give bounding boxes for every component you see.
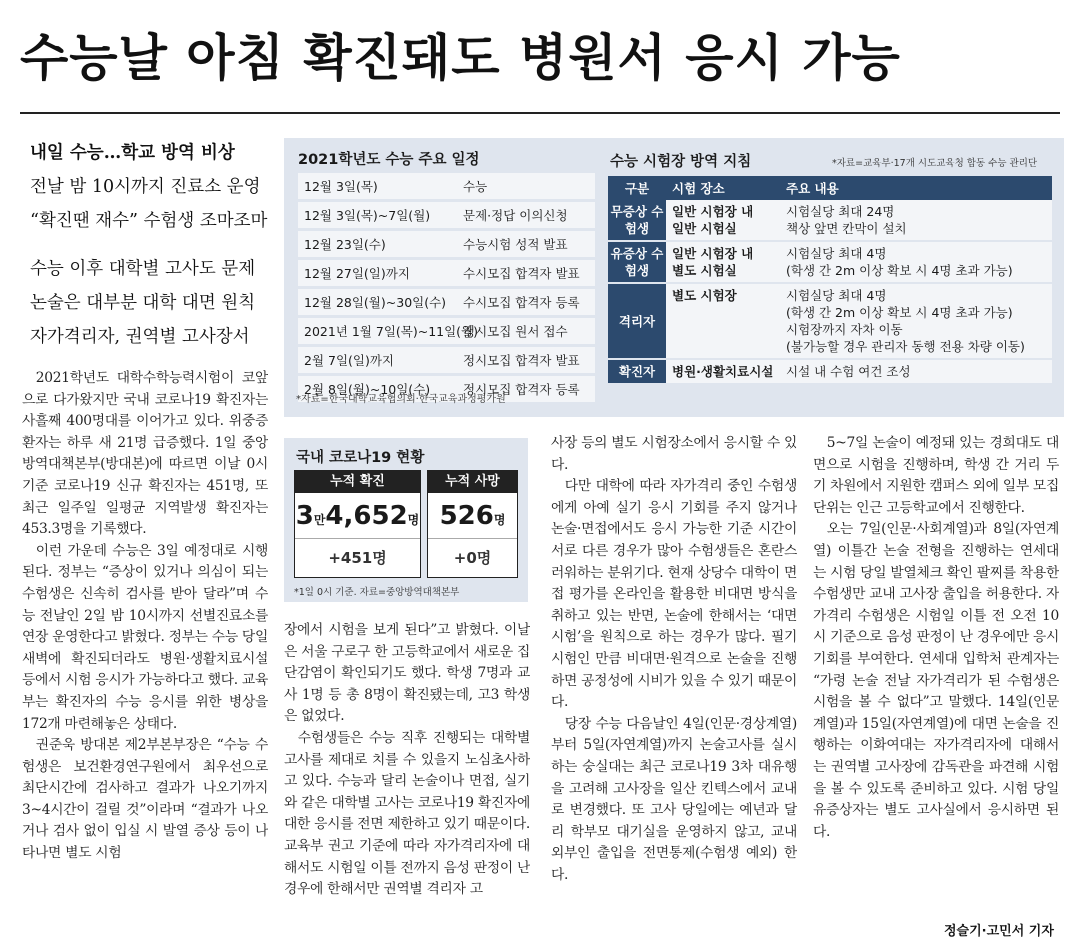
headline: 수능날 아침 확진돼도 병원서 응시 가능 [20, 29, 901, 87]
schedule-date: 2021년 1월 7일(목)~11일(월) [304, 324, 479, 339]
schedule-date: 12월 3일(목) [304, 179, 378, 194]
subheads [30, 136, 268, 354]
header-content: 주요 내용 [786, 181, 839, 196]
guidelines-table [608, 176, 1052, 383]
guidelines-row [608, 200, 1052, 242]
guideline-content: 시험실당 최대 24명 책상 앞면 칸막이 설치 [786, 204, 907, 236]
cases-value: 3만4,652명 [295, 493, 420, 539]
schedule-guidelines-graphic [284, 138, 1064, 417]
guidelines-row [608, 242, 1052, 284]
cases-delta: +451명 [328, 549, 387, 567]
guideline-content: 시설 내 수험 여건 조성 [786, 364, 911, 379]
schedule-row [298, 173, 595, 199]
schedule-date: 12월 27일(일)까지 [304, 266, 410, 281]
schedule-row [298, 318, 595, 344]
headline-rule [20, 112, 1060, 114]
paragraph: 5~7일 논술이 예정돼 있는 경희대도 대면으로 시험을 진행하며, 학생 간 거리 두기 차원에서 지원한 캠퍼스 외에 일부 모집단위는 인근 고등학교에서 진행한다. [813, 435, 1059, 516]
paragraph: 오는 7일(인문·사회계열)과 8일(자연계열) 이틀간 논술 전형을 진행하는 연세대는 시험 당일 발열체크 확인 팔찌를 착용한 수험생만 교내 고사장 출입을 허용한다. 자가격리 수험생은 시험일 이틀 전 오전 10시 기준으로 음성 판정이 난 경우에만 응시 기회를 부여한다. 연세대 입학처 관계자는 “가령 논술 전날 자가격리가 된 수험생은 시험을 볼 수 없다”고 말했다. 14일(인문계열)과 15일(자연계열)에 대면 논술을 진행하는 이화여대는 자가격리자에 대해서는 권역별 고사장에 감독관을 파견해 시험을 볼 수 있도록 준비하고 있다. 시험 당일 유증상자는 별도 고사실에서 응시하면 된다. [813, 521, 1059, 840]
guideline-place: 별도 시험장 [672, 288, 737, 303]
guideline-category: 격리자 [608, 284, 666, 358]
schedule-event: 정시모집 합격자 발표 [463, 353, 580, 368]
schedule-event: 수시모집 합격자 등록 [463, 295, 580, 310]
guidelines-row [608, 360, 1052, 383]
schedule-event: 수능 [463, 179, 488, 194]
guideline-category: 확진자 [608, 360, 666, 383]
cumulative-deaths-box [427, 470, 518, 578]
guideline-place: 병원·생활치료시설 [672, 364, 774, 379]
paragraph: 수험생들은 수능 직후 진행되는 대학별 고사를 제대로 치를 수 있을지 노심초사하고 있다. 수능과 달리 논술이나 면접, 실기와 같은 대학별 고사는 코로나19 확진자에 대한 응시를 전면 제한하고 있기 때문이다. 교육부 권고 기준에 따라 자가격리자에 대해서도 시험일 이틀 전까지 음성 판정이 난 경우에 한해서만 권역별 격리자 고 [284, 729, 530, 898]
subhead-line: 수능 이후 대학별 고사도 문제 [30, 259, 256, 279]
paragraph: 당장 수능 다음날인 4일(인문·경상계열)부터 5일(자연계열)까지 논술고사를 실시하는 숭실대는 최근 코로나19 3차 대유행을 고려해 고사장을 일산 킨텍스에서 교내로 변경했다. 또 고사 당일에는 예년과 달리 학부모 대기실을 운영하지 않고, 교내 외부인 출입을 전면통제(수험생 예외) 한다. [551, 715, 797, 883]
paragraph: 권준욱 방대본 제2부본부장은 “수능 수험생은 보건환경연구원에서 최우선으로 최단시간에 검사하고 결과가 나오기까지 3~4시간이 걸릴 것”이라며 “결과가 나오거나 검사 없이 입실 시 발열 증상 등이 나타나면 별도 시험 [22, 737, 268, 862]
schedule-list [298, 173, 595, 405]
header-category: 구분 [624, 181, 650, 196]
schedule-date: 12월 23일(수) [304, 237, 386, 252]
article-column-3 [551, 433, 797, 946]
paragraph: 장에서 시험을 보게 된다”고 밝혔다. 이날은 서울 구로구 한 고등학교에서 새로운 집단감염이 확인되기도 했다. 학생 7명과 교사 1명 등 총 8명이 확진됐는데, 고3 학생은 없었다. [284, 622, 530, 725]
guidelines-source: *자료=교육부·17개 시도교육청 합동 수능 관리단 [832, 158, 1038, 169]
schedule-date: 12월 3일(목)~7일(월) [304, 208, 431, 223]
article-column-4 [813, 433, 1059, 917]
schedule-date: 2월 8일(월)~10일(수) [304, 382, 431, 397]
guideline-place: 일반 시험장 내 별도 시험실 [672, 246, 754, 278]
schedule-event: 수시모집 합격자 발표 [463, 266, 580, 281]
deaths-label: 누적 사망 [428, 471, 517, 493]
schedule-row [298, 347, 595, 373]
schedule-title: 2021학년도 수능 주요 일정 [298, 152, 480, 168]
subhead-line: 논술은 대부분 대학 대면 원칙 [30, 293, 256, 313]
paragraph: 사장 등의 별도 시험장소에서 응시할 수 있다. [551, 435, 797, 473]
subhead-line: 자가격리자, 권역별 고사장서 [30, 327, 250, 347]
schedule-event: 문제·정답 이의신청 [463, 208, 568, 223]
paragraph: 이런 가운데 수능은 3일 예정대로 시행된다. 정부는 “증상이 있거나 의심이 되는 수험생은 신속히 검사를 받아 달라”며 수능 전날인 2일 밤 10시까지 선별진료소를 연장 운영한다고 밝혔다. 정부는 수능 당일 새벽에 확진되더라도 병원·생활치료시설 등에서 시험 응시가 가능하다고 했다. 교육부는 확진자의 수능 응시를 위한 병상을 172개 마련해놓은 상태다. [22, 542, 268, 732]
article-column-2 [284, 620, 530, 946]
schedule-source: *자료=한국대학교육협의회·한국교육과정평가원 [296, 394, 506, 405]
schedule-event: 수능시험 성적 발표 [463, 237, 568, 252]
paragraph: 다만 대학에 따라 자가격리 중인 수험생에게 아예 실기 응시 기회를 주지 않거나 논술·면접에서도 응시 가능한 기준 시간이 서로 다른 경우가 많아 수험생들은 혼란스러워하는 분위기다. 현재 상당수 대학이 면접 평가를 온라인을 활용한 비대면 방식을 취하고 있는 반면, 논술에 한해서는 ‘대면 시험’을 원칙으로 하는 경우가 많다. 필기시험인 만큼 비대면·원격으로 논술을 진행하면 공정성에 시비가 있을 수 있기 때문이다. [551, 478, 797, 711]
guideline-place: 일반 시험장 내 일반 시험실 [672, 204, 754, 236]
schedule-row [298, 231, 595, 257]
schedule-event: 정시모집 합격자 등록 [463, 382, 580, 397]
header-place: 시험 장소 [672, 181, 725, 196]
paragraph: 2021학년도 대학수학능력시험이 코앞으로 다가왔지만 국내 코로나19 확진자는 사흘째 400명대를 이어가고 있다. 위중증 환자는 하루 새 21명 급증했다. 1일 중앙방역대책본부(방대본)에 따르면 이날 0시 기준 코로나19 신규 확진자는 451명, 또 최근 일주일 일평균 지역발생 확진자는 453.3명을 기록했다. [22, 370, 268, 538]
schedule-row [298, 202, 595, 228]
deaths-value: 526명 [428, 493, 517, 539]
schedule-row [298, 260, 595, 286]
subhead-line: “확진땐 재수” 수험생 조마조마 [30, 211, 268, 231]
covid-status-box [284, 438, 528, 602]
schedule-date: 12월 28일(월)~30일(수) [304, 295, 447, 310]
covid-title: 국내 코로나19 현황 [296, 450, 425, 466]
subhead-line: 전날 밤 10시까지 진료소 운영 [30, 177, 261, 197]
guidelines-header-row [608, 176, 1052, 200]
guideline-category: 무증상 수험생 [608, 200, 666, 240]
schedule-row [298, 289, 595, 315]
subhead-line: 내일 수능…학교 방역 비상 [30, 143, 235, 163]
guideline-content: 시험실당 최대 4명 (학생 간 2m 이상 확보 시 4명 초과 가능) 시험장까지 자차 이동 (불가능할 경우 관리자 동행 전용 차량 이동) [786, 288, 1025, 354]
covid-source: *1일 0시 기준. 자료=중앙방역대책본부 [294, 587, 460, 598]
cumulative-cases-box [294, 470, 421, 578]
guideline-content: 시험실당 최대 4명 (학생 간 2m 이상 확보 시 4명 초과 가능) [786, 246, 1013, 278]
schedule-date: 2월 7일(일)까지 [304, 353, 395, 368]
article-column-1 [22, 368, 268, 946]
byline: 정슬기·고민서 기자 [944, 924, 1054, 939]
schedule-event: 정시모집 원서 접수 [463, 324, 568, 339]
cases-label: 누적 확진 [295, 471, 420, 493]
guidelines-row [608, 284, 1052, 360]
deaths-delta: +0명 [453, 549, 492, 567]
guideline-category: 유증상 수험생 [608, 242, 666, 282]
guidelines-title: 수능 시험장 방역 지침 [610, 154, 752, 170]
